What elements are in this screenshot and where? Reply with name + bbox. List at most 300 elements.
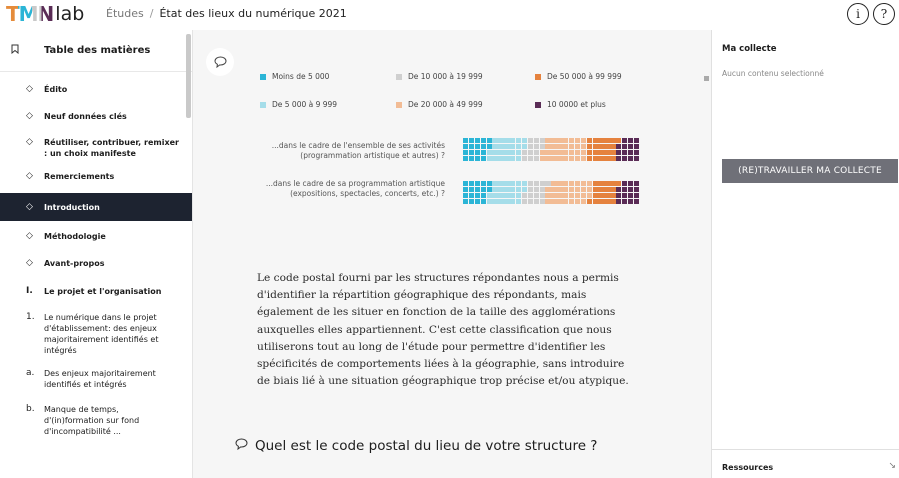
breadcrumb-current: État des lieux du numérique 2021 — [159, 7, 347, 20]
waffle-cell — [604, 193, 609, 198]
toc-item-avant-propos[interactable] — [0, 258, 192, 274]
waffle-cell — [610, 187, 615, 192]
legend-item — [535, 72, 622, 81]
waffle-cell — [575, 138, 580, 143]
waffle-cell — [563, 138, 568, 143]
waffle-cell — [534, 199, 539, 204]
waffle-cell — [634, 181, 639, 186]
waffle-cell — [492, 150, 497, 155]
waffle-cell — [463, 193, 468, 198]
waffle-cell — [563, 181, 568, 186]
logo-tmn: TMN — [6, 2, 54, 26]
waffle-cell — [487, 187, 492, 192]
waffle-cell — [481, 150, 486, 155]
waffle-cell — [628, 187, 633, 192]
waffle-cell — [598, 156, 603, 161]
toc-title: Table des matières — [44, 45, 151, 56]
diamond-icon: ◇ — [26, 201, 33, 212]
waffle-cell — [622, 187, 627, 192]
waffle-cell — [575, 156, 580, 161]
waffle-cell — [551, 138, 556, 143]
waffle-cell — [469, 199, 474, 204]
toc-item-introduction[interactable] — [0, 193, 192, 221]
legend-swatch — [535, 102, 541, 108]
waffle-cell — [463, 181, 468, 186]
waffle-cell — [604, 144, 609, 149]
legend-item — [260, 72, 329, 81]
waffle-cell — [557, 150, 562, 155]
waffle-cell — [569, 150, 574, 155]
waffle-cell — [492, 193, 497, 198]
toc-item-edito[interactable] — [0, 84, 192, 100]
waffle-cell — [475, 150, 480, 155]
waffle-cell — [516, 156, 521, 161]
diamond-icon: ◇ — [26, 171, 33, 181]
waffle-cell — [528, 150, 533, 155]
waffle-cell — [575, 181, 580, 186]
waffle-cell — [569, 187, 574, 192]
waffle-cell — [563, 199, 568, 204]
toc-item-label: Neuf données clés — [44, 112, 127, 121]
waffle-cell — [528, 138, 533, 143]
waffle-cell — [545, 181, 550, 186]
waffle-cell — [598, 181, 603, 186]
waffle-cell — [498, 199, 503, 204]
waffle-cell — [563, 144, 568, 149]
waffle-cell — [545, 144, 550, 149]
waffle-cell — [593, 199, 598, 204]
main-scroll-indicator[interactable] — [704, 76, 709, 81]
waffle-cell — [628, 193, 633, 198]
legend-swatch — [396, 74, 402, 80]
waffle-cell — [569, 144, 574, 149]
waffle-cell — [616, 156, 621, 161]
waffle-cell — [616, 144, 621, 149]
breadcrumb-etudes[interactable]: Études — [106, 7, 144, 20]
top-bar — [0, 0, 899, 30]
waffle-cell — [551, 199, 556, 204]
toc-item-marker: a. — [26, 368, 35, 378]
waffle-cell — [616, 193, 621, 198]
rework-collection-button[interactable]: (RE)TRAVAILLER MA COLLECTE — [722, 159, 898, 183]
waffle-cell — [522, 138, 527, 143]
waffle-cell — [593, 187, 598, 192]
toc-header — [0, 30, 192, 72]
legend-label: Moins de 5 000 — [272, 72, 330, 81]
question-text: Quel est le code postal du lieu de votre structure ? — [255, 438, 598, 454]
waffle-cell — [516, 138, 521, 143]
waffle-cell — [522, 144, 527, 149]
waffle-cell — [610, 199, 615, 204]
waffle-cell — [610, 138, 615, 143]
waffle-cell — [628, 156, 633, 161]
waffle-cell — [487, 193, 492, 198]
waffle-cell — [463, 144, 468, 149]
waffle-cell — [569, 181, 574, 186]
waffle-cell — [534, 187, 539, 192]
waffle-cell — [587, 181, 592, 186]
diamond-icon: ◇ — [26, 137, 33, 147]
diamond-icon: ◇ — [26, 258, 33, 268]
waffle-cell — [475, 187, 480, 192]
waffle-cell — [522, 193, 527, 198]
waffle-cell — [616, 138, 621, 143]
waffle-cell — [587, 199, 592, 204]
waffle-cell — [575, 150, 580, 155]
waffle-cell — [528, 199, 533, 204]
toc-item-enjeux[interactable] — [0, 368, 192, 392]
waffle-cell — [492, 144, 497, 149]
waffle-cell — [475, 144, 480, 149]
waffle-cell — [540, 187, 545, 192]
waffle-cell — [610, 144, 615, 149]
comment-icon[interactable] — [206, 48, 234, 76]
waffle-cell — [510, 138, 515, 143]
legend-swatch — [535, 74, 541, 80]
waffle-cell — [475, 199, 480, 204]
waffle-cell — [463, 138, 468, 143]
toc-item-label: Le projet et l'organisation — [44, 287, 162, 296]
toc-item-label: Avant-propos — [44, 259, 105, 268]
waffle-cell — [598, 138, 603, 143]
waffle-cell — [610, 156, 615, 161]
legend-swatch — [260, 102, 266, 108]
waffle-cell — [510, 150, 515, 155]
waffle-cell — [622, 193, 627, 198]
waffle-cell — [463, 187, 468, 192]
waffle-cell — [522, 199, 527, 204]
diamond-icon: ◇ — [26, 111, 33, 121]
waffle-cell — [534, 193, 539, 198]
waffle-cell — [528, 181, 533, 186]
diamond-icon: ◇ — [26, 231, 33, 241]
waffle-cell — [575, 199, 580, 204]
waffle-cell — [604, 187, 609, 192]
waffle-cell — [487, 150, 492, 155]
waffle-cell — [616, 187, 621, 192]
waffle-cell — [510, 193, 515, 198]
waffle-cell — [510, 144, 515, 149]
help-icon[interactable]: ? — [873, 3, 895, 25]
toc-item-marker: 1. — [26, 312, 35, 322]
waffle-cell — [504, 193, 509, 198]
waffle-cell — [587, 144, 592, 149]
waffle-cell — [522, 181, 527, 186]
waffle-cell — [498, 138, 503, 143]
waffle-cell — [475, 181, 480, 186]
waffle-cell — [540, 150, 545, 155]
waffle-cell — [551, 144, 556, 149]
legend-item — [260, 100, 337, 109]
waffle-cell — [598, 193, 603, 198]
waffle-cell — [628, 199, 633, 204]
header-actions — [847, 3, 895, 25]
waffle-cell — [504, 187, 509, 192]
waffle-cell — [598, 187, 603, 192]
waffle-cell — [534, 138, 539, 143]
waffle-cell — [481, 144, 486, 149]
waffle-cell — [481, 199, 486, 204]
waffle-cell — [534, 144, 539, 149]
waffle-cell — [492, 181, 497, 186]
logo-lab: lab — [55, 3, 85, 25]
waffle-cell — [616, 150, 621, 155]
waffle-cell — [634, 187, 639, 192]
waffle-cell — [492, 138, 497, 143]
waffle-cell — [598, 150, 603, 155]
waffle-cell — [563, 187, 568, 192]
waffle-cell — [634, 193, 639, 198]
waffle-cell — [492, 187, 497, 192]
waffle-cell — [540, 193, 545, 198]
waffle-cell — [563, 150, 568, 155]
waffle-cell — [557, 199, 562, 204]
waffle-cell — [610, 193, 615, 198]
waffle-cell — [622, 181, 627, 186]
waffle-cell — [557, 144, 562, 149]
toc-item-label: Édito — [44, 85, 68, 94]
waffle-cell — [528, 156, 533, 161]
bookmark-icon[interactable] — [0, 44, 30, 57]
legend-swatch — [396, 102, 402, 108]
legend-label: De 5 000 à 9 999 — [272, 100, 338, 109]
waffle-cell — [510, 199, 515, 204]
waffle-cell — [534, 150, 539, 155]
waffle-cell — [516, 187, 521, 192]
info-icon[interactable]: i — [847, 3, 869, 25]
waffle-cell — [487, 199, 492, 204]
waffle-cell — [487, 156, 492, 161]
waffle-cell — [540, 199, 545, 204]
toc-item-label: Le numérique dans le projet d'établissement: des enjeux majoritairement identifiés et intégrés — [44, 313, 159, 355]
waffle-cell — [622, 199, 627, 204]
waffle-cell — [610, 150, 615, 155]
expand-icon[interactable]: ↘ — [888, 461, 896, 471]
waffle-cell — [593, 150, 598, 155]
waffle-cell — [569, 193, 574, 198]
waffle-cell — [587, 156, 592, 161]
toc-item-marker: I. — [26, 286, 33, 296]
legend-label: De 10 000 à 19 999 — [408, 72, 483, 81]
waffle-cell — [569, 138, 574, 143]
waffle-cell — [587, 150, 592, 155]
waffle-cell — [498, 181, 503, 186]
waffle-cell — [481, 187, 486, 192]
waffle-cell — [593, 181, 598, 186]
waffle-cell — [498, 193, 503, 198]
resources-label: Ressources — [722, 463, 774, 472]
waffle-cell — [469, 181, 474, 186]
legend-item — [535, 100, 606, 109]
table-of-contents — [0, 30, 193, 478]
collection-empty-text: Aucun contenu selectionné — [722, 69, 824, 78]
waffle-cell — [469, 193, 474, 198]
waffle-cell — [604, 150, 609, 155]
waffle-cell — [522, 150, 527, 155]
waffle-cell — [540, 144, 545, 149]
waffle-cell — [557, 156, 562, 161]
logo[interactable] — [6, 2, 84, 24]
waffle-cell — [628, 181, 633, 186]
toc-item-label: Remerciements — [44, 172, 115, 181]
waffle-cell — [516, 144, 521, 149]
waffle-cell — [487, 138, 492, 143]
legend-item — [396, 100, 483, 109]
waffle-cell — [504, 144, 509, 149]
waffle-cell — [604, 181, 609, 186]
waffle-cell — [587, 187, 592, 192]
waffle-cell — [557, 181, 562, 186]
breadcrumb — [106, 7, 347, 20]
waffle-cell — [545, 187, 550, 192]
waffle-cell — [545, 156, 550, 161]
toc-item-label: Des enjeux majoritairement identifiés et intégrés — [44, 369, 156, 389]
waffle-cell — [516, 193, 521, 198]
waffle-chart-2 — [463, 181, 639, 204]
waffle-cell — [634, 199, 639, 204]
waffle-cell — [622, 156, 627, 161]
waffle-chart-1 — [463, 138, 639, 161]
waffle-cell — [628, 138, 633, 143]
waffle-cell — [598, 144, 603, 149]
waffle-cell — [469, 156, 474, 161]
waffle-cell — [463, 150, 468, 155]
waffle-cell — [540, 156, 545, 161]
waffle-cell — [551, 181, 556, 186]
waffle-cell — [475, 156, 480, 161]
waffle-cell — [540, 138, 545, 143]
waffle-cell — [463, 199, 468, 204]
waffle-cell — [487, 181, 492, 186]
waffle-cell — [581, 156, 586, 161]
toc-item-methodologie[interactable] — [0, 231, 192, 247]
toc-item-label: Réutiliser, contribuer, remixer : un choix manifeste — [44, 138, 179, 158]
body-paragraph: Le code postal fourni par les structures répondantes nous a permis d'identifier la répartition géographique des répondants, mais également de les situer en fonction de la taille des agglomérations auxquelles elles appartiennent. C'est cette classification que nous utiliserons tout au long de l'étude pour permettre d'identifier les spécificités de comportements liées à la géographie, sans introduire de biais lié à une situation géographique trop précise et/ou atypique. — [257, 272, 629, 388]
waffle-cell — [540, 181, 545, 186]
toc-item-label: Méthodologie — [44, 232, 106, 241]
waffle-cell — [598, 199, 603, 204]
toc-item-manque-temps[interactable] — [0, 404, 192, 440]
waffle-cell — [481, 138, 486, 143]
waffle-cell — [581, 199, 586, 204]
waffle-cell — [569, 156, 574, 161]
waffle-cell — [475, 193, 480, 198]
waffle-cell — [575, 193, 580, 198]
waffle-cell — [528, 144, 533, 149]
waffle-cell — [481, 193, 486, 198]
waffle-cell — [504, 199, 509, 204]
waffle-cell — [492, 199, 497, 204]
waffle-cell — [551, 187, 556, 192]
waffle-cell — [616, 199, 621, 204]
waffle-cell — [545, 199, 550, 204]
toc-item-label: Manque de temps, d'(in)formation sur fond d'incompatibilité ... — [44, 405, 140, 436]
breadcrumb-separator: / — [149, 7, 154, 20]
comment-icon[interactable] — [235, 438, 248, 454]
waffle-cell — [469, 187, 474, 192]
waffle-cell — [481, 156, 486, 161]
waffle-cell — [575, 144, 580, 149]
waffle-cell — [557, 138, 562, 143]
waffle-cell — [545, 150, 550, 155]
waffle-cell — [581, 138, 586, 143]
waffle-cell — [634, 150, 639, 155]
waffle-cell — [492, 156, 497, 161]
waffle-cell — [569, 199, 574, 204]
resources-footer[interactable] — [712, 449, 899, 478]
waffle-cell — [504, 181, 509, 186]
toc-item-reutiliser[interactable] — [0, 137, 192, 161]
waffle-cell — [634, 156, 639, 161]
chart-row-label-2: ...dans le cadre de sa programmation artistique (expositions, spectacles, concerts, etc.) ? — [265, 179, 445, 198]
toc-item-remerciements[interactable] — [0, 171, 192, 187]
collection-title: Ma collecte — [722, 44, 777, 54]
chart-row-label-1: ...dans le cadre de l'ensemble de ses activités (programmation artistique et autres) ? — [271, 141, 445, 160]
waffle-cell — [604, 156, 609, 161]
waffle-cell — [563, 193, 568, 198]
waffle-cell — [504, 138, 509, 143]
waffle-cell — [487, 144, 492, 149]
waffle-cell — [628, 150, 633, 155]
waffle-cell — [510, 187, 515, 192]
legend-label: 10 0000 et plus — [547, 100, 606, 109]
waffle-cell — [504, 156, 509, 161]
waffle-cell — [628, 144, 633, 149]
waffle-cell — [622, 138, 627, 143]
waffle-cell — [498, 156, 503, 161]
waffle-cell — [469, 138, 474, 143]
waffle-cell — [622, 144, 627, 149]
waffle-cell — [510, 181, 515, 186]
toc-item-projet-organisation[interactable] — [0, 286, 192, 302]
waffle-cell — [581, 144, 586, 149]
waffle-cell — [516, 199, 521, 204]
waffle-cell — [551, 193, 556, 198]
waffle-cell — [551, 150, 556, 155]
waffle-cell — [481, 181, 486, 186]
toc-scrollbar[interactable] — [186, 34, 191, 118]
legend-label: De 50 000 à 99 999 — [547, 72, 622, 81]
waffle-cell — [498, 187, 503, 192]
toc-item-numerique-projet[interactable] — [0, 312, 192, 358]
waffle-cell — [504, 150, 509, 155]
waffle-cell — [604, 138, 609, 143]
waffle-cell — [469, 144, 474, 149]
waffle-cell — [534, 156, 539, 161]
waffle-cell — [498, 150, 503, 155]
waffle-cell — [516, 181, 521, 186]
waffle-cell — [557, 187, 562, 192]
waffle-cell — [581, 181, 586, 186]
waffle-cell — [593, 144, 598, 149]
waffle-cell — [634, 144, 639, 149]
waffle-cell — [528, 187, 533, 192]
toc-item-label: Introduction — [44, 202, 100, 212]
diamond-icon: ◇ — [26, 84, 33, 94]
toc-item-neuf-donnees[interactable] — [0, 111, 192, 127]
waffle-cell — [528, 193, 533, 198]
waffle-cell — [475, 138, 480, 143]
waffle-cell — [581, 193, 586, 198]
waffle-cell — [593, 156, 598, 161]
waffle-cell — [616, 181, 621, 186]
waffle-cell — [563, 156, 568, 161]
waffle-cell — [510, 156, 515, 161]
waffle-cell — [587, 138, 592, 143]
waffle-cell — [587, 193, 592, 198]
waffle-cell — [593, 138, 598, 143]
waffle-cell — [551, 156, 556, 161]
